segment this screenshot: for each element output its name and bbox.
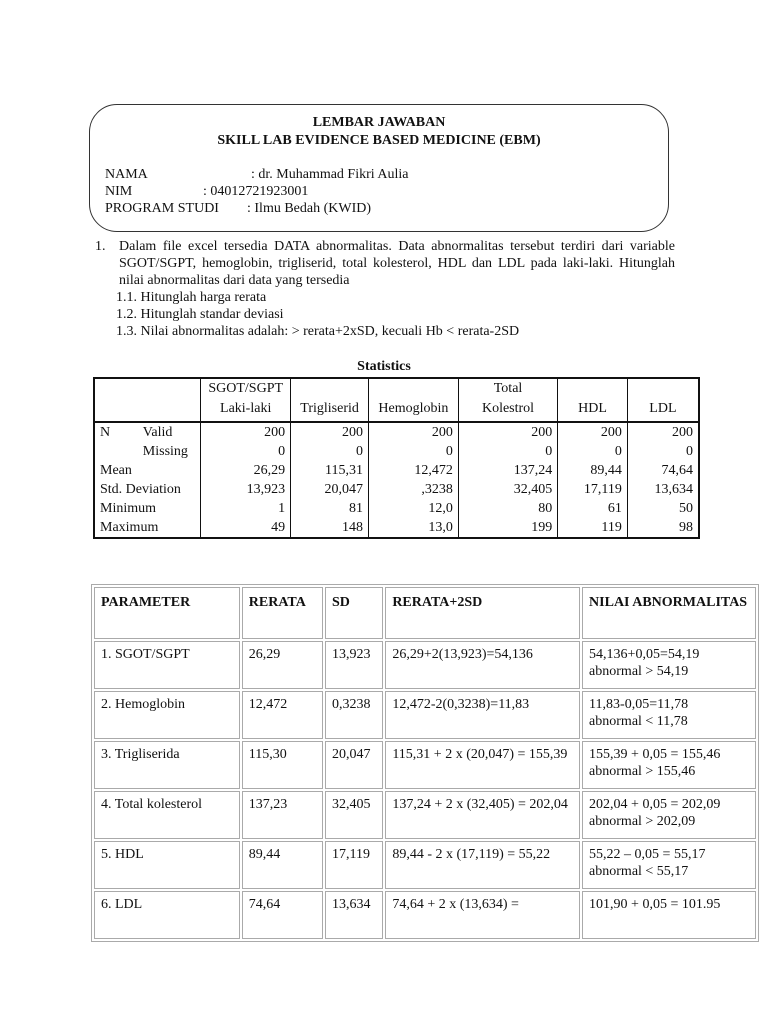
column-header: RERATA bbox=[242, 587, 323, 639]
cell-sd: 13,923 bbox=[325, 641, 383, 689]
row-label: Maximum bbox=[94, 518, 201, 538]
row-label: Mean bbox=[94, 461, 201, 480]
question-subitem: 1.3. Nilai abnormalitas adalah: > rerata+2xSD, kecuali Hb < rerata-2SD bbox=[116, 324, 520, 339]
statistics-row bbox=[94, 480, 699, 499]
cell-sd: 0,3238 bbox=[325, 691, 383, 739]
column-header: SGOT/SGPT Laki-laki bbox=[201, 378, 291, 422]
cell-nilai bbox=[582, 641, 756, 689]
cell-sd: 13,634 bbox=[325, 891, 383, 939]
cell-value: 81 bbox=[291, 499, 369, 518]
row-label: Std. Deviation bbox=[94, 480, 201, 499]
row-label: Minimum bbox=[94, 499, 201, 518]
cell-param: 4. Total kolesterol bbox=[94, 791, 240, 839]
cell-param: 6. LDL bbox=[94, 891, 240, 939]
cell-value: 13,923 bbox=[201, 480, 291, 499]
cell-value: 200 bbox=[291, 422, 369, 442]
cell-value: 115,31 bbox=[291, 461, 369, 480]
row-label bbox=[94, 442, 138, 461]
cell-value: 119 bbox=[558, 518, 628, 538]
cell-value: 20,047 bbox=[291, 480, 369, 499]
statistics-row bbox=[94, 442, 699, 461]
abnormality-row bbox=[94, 641, 756, 689]
column-header: LDL bbox=[627, 378, 699, 422]
cell-nilai bbox=[582, 841, 756, 889]
info-label: NAMA bbox=[105, 167, 148, 182]
statistics-title: Statistics bbox=[357, 359, 411, 374]
column-header: RERATA+2SD bbox=[385, 587, 580, 639]
document-subtitle: SKILL LAB EVIDENCE BASED MEDICINE (EBM) bbox=[217, 133, 541, 148]
cell-value: 199 bbox=[458, 518, 557, 538]
statistics-row bbox=[94, 461, 699, 480]
cell-value: 0 bbox=[627, 442, 699, 461]
cell-value: 0 bbox=[558, 442, 628, 461]
question-number: 1. bbox=[95, 239, 106, 254]
statistics-header-row bbox=[94, 378, 699, 422]
corner-cell bbox=[94, 378, 201, 422]
column-header: PARAMETER bbox=[94, 587, 240, 639]
column-header: HDL bbox=[558, 378, 628, 422]
cell-value: 200 bbox=[627, 422, 699, 442]
cell-value: 80 bbox=[458, 499, 557, 518]
nilai-calc: 155,39 + 0,05 = 155,46 bbox=[589, 747, 721, 762]
cell-nilai bbox=[582, 741, 756, 789]
info-row-nim bbox=[105, 184, 308, 200]
cell-value: 200 bbox=[369, 422, 459, 442]
abnormality-row bbox=[94, 891, 756, 939]
cell-value: 148 bbox=[291, 518, 369, 538]
cell-value: 74,64 bbox=[627, 461, 699, 480]
cell-param: 2. Hemoglobin bbox=[94, 691, 240, 739]
cell-param: 1. SGOT/SGPT bbox=[94, 641, 240, 689]
cell-calc: 26,29+2(13,923)=54,136 bbox=[385, 641, 580, 689]
nilai-threshold: abnormal > 202,09 bbox=[589, 814, 696, 829]
cell-value: 89,44 bbox=[558, 461, 628, 480]
cell-value: 0 bbox=[369, 442, 459, 461]
row-sublabel: Valid bbox=[138, 422, 201, 442]
cell-value: 49 bbox=[201, 518, 291, 538]
cell-value: 0 bbox=[291, 442, 369, 461]
cell-value: ,3238 bbox=[369, 480, 459, 499]
document-title: LEMBAR JAWABAN bbox=[312, 115, 446, 130]
cell-calc: 89,44 - 2 x (17,119) = 55,22 bbox=[385, 841, 580, 889]
nilai-threshold: abnormal > 155,46 bbox=[589, 764, 696, 779]
statistics-row bbox=[94, 499, 699, 518]
column-header: Total Kolestrol bbox=[458, 378, 557, 422]
info-row-program-studi bbox=[105, 201, 371, 217]
cell-value: 61 bbox=[558, 499, 628, 518]
cell-calc: 74,64 + 2 x (13,634) = bbox=[385, 891, 580, 939]
nilai-threshold: abnormal < 55,17 bbox=[589, 864, 689, 879]
info-value: : dr. Muhammad Fikri Aulia bbox=[251, 167, 409, 182]
cell-rerata: 74,64 bbox=[242, 891, 323, 939]
cell-value: 1 bbox=[201, 499, 291, 518]
cell-value: 13,634 bbox=[627, 480, 699, 499]
column-header: SD bbox=[325, 587, 383, 639]
cell-sd: 17,119 bbox=[325, 841, 383, 889]
nilai-calc: 202,04 + 0,05 = 202,09 bbox=[589, 797, 721, 812]
abnormality-table bbox=[91, 584, 759, 942]
header-box bbox=[89, 104, 669, 232]
info-label: NIM bbox=[105, 184, 133, 199]
cell-nilai bbox=[582, 691, 756, 739]
cell-nilai bbox=[582, 791, 756, 839]
cell-rerata: 137,23 bbox=[242, 791, 323, 839]
cell-nilai bbox=[582, 891, 756, 939]
info-label: PROGRAM STUDI bbox=[105, 201, 219, 216]
cell-value: 12,0 bbox=[369, 499, 459, 518]
nilai-calc: 101,90 + 0,05 = 101.95 bbox=[589, 897, 721, 912]
info-value: : 04012721923001 bbox=[203, 184, 309, 199]
cell-value: 200 bbox=[558, 422, 628, 442]
abnormality-row bbox=[94, 841, 756, 889]
cell-rerata: 12,472 bbox=[242, 691, 323, 739]
cell-value: 17,119 bbox=[558, 480, 628, 499]
column-header: Trigliserid bbox=[291, 378, 369, 422]
cell-value: 98 bbox=[627, 518, 699, 538]
info-value: : Ilmu Bedah (KWID) bbox=[247, 201, 372, 216]
question-subitem: 1.2. Hitunglah standar deviasi bbox=[116, 307, 284, 322]
abnormality-row bbox=[94, 791, 756, 839]
statistics-row bbox=[94, 422, 699, 442]
statistics-table bbox=[93, 377, 700, 539]
cell-value: 0 bbox=[458, 442, 557, 461]
cell-value: 32,405 bbox=[458, 480, 557, 499]
row-label: N bbox=[94, 422, 138, 442]
column-header: NILAI ABNORMALITAS bbox=[582, 587, 756, 639]
question-block bbox=[95, 238, 675, 340]
question-text: Dalam file excel tersedia DATA abnormalitas. Data abnormalitas tersebut terdiri dari variable SGOT/SGPT, hemoglobin, trigliserid, total kolesterol, HDL dan LDL pada laki-laki. Hitunglah nilai abnormalitas dari data yang tersedia bbox=[119, 239, 675, 288]
cell-value: 0 bbox=[201, 442, 291, 461]
column-header: Hemoglobin bbox=[369, 378, 459, 422]
cell-rerata: 115,30 bbox=[242, 741, 323, 789]
statistics-row bbox=[94, 518, 699, 538]
cell-value: 12,472 bbox=[369, 461, 459, 480]
nilai-calc: 55,22 – 0,05 = 55,17 bbox=[589, 847, 706, 862]
abnormality-row bbox=[94, 691, 756, 739]
cell-rerata: 26,29 bbox=[242, 641, 323, 689]
row-sublabel: Missing bbox=[138, 442, 201, 461]
cell-calc: 12,472-2(0,3238)=11,83 bbox=[385, 691, 580, 739]
cell-sd: 20,047 bbox=[325, 741, 383, 789]
abnormality-header-row bbox=[94, 587, 756, 639]
nilai-threshold: abnormal < 11,78 bbox=[589, 714, 688, 729]
nilai-threshold: abnormal > 54,19 bbox=[589, 664, 689, 679]
cell-value: 26,29 bbox=[201, 461, 291, 480]
cell-param: 3. Trigliserida bbox=[94, 741, 240, 789]
nilai-calc: 11,83-0,05=11,78 bbox=[589, 697, 689, 712]
question-subitem: 1.1. Hitunglah harga rerata bbox=[116, 290, 267, 305]
cell-value: 13,0 bbox=[369, 518, 459, 538]
abnormality-row bbox=[94, 741, 756, 789]
nilai-calc: 54,136+0,05=54,19 bbox=[589, 647, 700, 662]
cell-calc: 115,31 + 2 x (20,047) = 155,39 bbox=[385, 741, 580, 789]
cell-value: 50 bbox=[627, 499, 699, 518]
cell-rerata: 89,44 bbox=[242, 841, 323, 889]
cell-value: 200 bbox=[201, 422, 291, 442]
info-row-nama bbox=[105, 167, 409, 183]
cell-value: 200 bbox=[458, 422, 557, 442]
cell-param: 5. HDL bbox=[94, 841, 240, 889]
cell-calc: 137,24 + 2 x (32,405) = 202,04 bbox=[385, 791, 580, 839]
cell-value: 137,24 bbox=[458, 461, 557, 480]
cell-sd: 32,405 bbox=[325, 791, 383, 839]
